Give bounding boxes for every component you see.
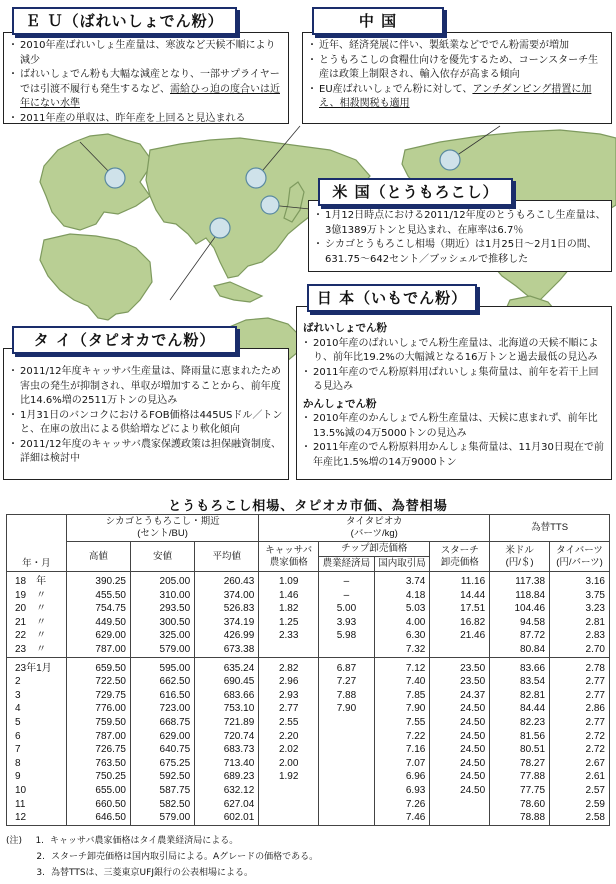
table-cell: 7.88 [319,689,375,703]
table-cell: 2.59 [550,798,610,812]
table-cell: 713.40 [195,757,259,771]
table-cell: 632.12 [195,784,259,798]
table-cell: 78.88 [490,811,550,825]
col-header-tts: 為替TTS [490,515,610,542]
table-cell [319,784,375,798]
table-cell: 602.01 [195,811,259,825]
table-cell: 753.10 [195,702,259,716]
table-cell: 587.75 [131,784,195,798]
row-label: 6 [7,730,67,744]
table-cell [259,784,319,798]
us-marker [440,150,460,170]
table-cell: 2.81 [550,616,610,630]
table-cell: 78.27 [490,757,550,771]
table-cell: 94.58 [490,616,550,630]
table-cell: 2.77 [259,702,319,716]
col-header-usd: 米ドル (円/＄) [490,542,550,572]
row-label: 8 [7,757,67,771]
us-panel [308,200,612,272]
table-cell: 14.44 [430,589,490,603]
table-cell: 754.75 [66,602,130,616]
table-cell [259,643,319,657]
col-header-low: 安値 [131,542,195,572]
table-row [7,589,610,603]
europe-landmass [40,134,150,230]
table-cell: 659.50 [66,657,130,675]
table-cell: 660.50 [66,798,130,812]
table-cell: 390.25 [66,572,130,589]
japan-section-heading: かんしょでん粉 [303,397,377,410]
thai-panel [3,348,289,480]
table-cell: 787.00 [66,730,130,744]
japan-section-heading: ばれいしょでん粉 [303,322,387,334]
table-cell: 759.50 [66,716,130,730]
table-row [7,643,610,657]
table-cell [319,716,375,730]
china-item: ・ とうもろこしの食糧仕向けを優先するため、コーンスターチ生産は政策上制限され、輸入依存が高まる傾向 [309,54,607,83]
table-cell: 4.18 [374,589,430,603]
table-cell: 23.50 [430,657,490,675]
footnote: 3. 為替TTSは、三菱東京UFJ銀行の公表相場による。 [36,868,253,878]
japan-title: 日 本（いもでん粉） [307,284,477,312]
table-cell: 629.00 [66,629,130,643]
table-cell: 11.16 [430,572,490,589]
table-cell: 5.00 [319,602,375,616]
table-cell [319,770,375,784]
table-cell: 2.58 [550,811,610,825]
table-row [7,770,610,784]
table-cell [319,757,375,771]
table-cell: 2.33 [259,629,319,643]
table-cell: 7.12 [374,657,430,675]
col-header-starch: スターチ 卸売価格 [430,542,490,572]
table-row [7,811,610,825]
monthly-rows [7,657,610,825]
table-cell: 293.50 [131,602,195,616]
table-cell: 6.87 [319,657,375,675]
japan-item: ・ 2010年産のばれいしょでん粉生産量は、北海道の天候不順により、前年比19.2%の大幅減となる16万トンと過去最低の見込み [303,337,607,366]
row-label: 2 [7,675,67,689]
table-cell: 627.04 [195,798,259,812]
table-cell: 655.00 [66,784,130,798]
table-cell: 726.75 [66,743,130,757]
table-cell: 635.24 [195,657,259,675]
table-cell: 582.50 [131,798,195,812]
table-cell: 7.90 [319,702,375,716]
china-title: 中 国 [312,7,444,35]
table-cell: 646.50 [66,811,130,825]
eu-marker [105,168,125,188]
table-cell: 2.72 [550,743,610,757]
thai-item: ・ 2011/12年度のキャッサバ農家保護政策は担保融資制度、詳細は検討中 [10,438,284,467]
table-cell: 7.07 [374,757,430,771]
table-cell: 2.67 [550,757,610,771]
us-item: ・ シカゴとうもろこし相場（期近）は1月25日～2月1日の間、631.75～642セント／ブッシェルで推移した [315,238,607,267]
table-cell: 77.88 [490,770,550,784]
table-cell: 7.85 [374,689,430,703]
table-cell: 17.51 [430,602,490,616]
table-cell: 723.00 [131,702,195,716]
table-cell: 16.82 [430,616,490,630]
table-cell: 776.00 [66,702,130,716]
table-cell: 7.16 [374,743,430,757]
table-cell: 7.26 [374,798,430,812]
table-cell: – [319,572,375,589]
table-cell: 2.55 [259,716,319,730]
table-cell: 455.50 [66,589,130,603]
table-cell [319,811,375,825]
table-cell: 3.74 [374,572,430,589]
table-cell: 629.00 [131,730,195,744]
table-cell: 7.40 [374,675,430,689]
table-cell: 87.72 [490,629,550,643]
china-marker [246,168,266,188]
eu-item: ・ 2011年産の単収は、昨年産を上回ると見込まれる [10,112,284,127]
table-cell: 374.19 [195,616,259,630]
eu-item: ・ ばれいしょでん粉も大幅な減産となり、一部サプライヤーでは引渡不履行も発生するなど、需給ひっ迫の度合いは近年にない水準 [10,68,284,112]
table-cell: 77.75 [490,784,550,798]
africa-landmass [40,234,152,320]
footnote: (注) 1. キャッサバ農家価格はタイ農業経済局による。 [6,836,239,846]
table-cell: 683.73 [195,743,259,757]
table-cell: 2.83 [550,629,610,643]
table-cell: 260.43 [195,572,259,589]
table-cell: 3.16 [550,572,610,589]
table-cell: 5.03 [374,602,430,616]
table-row [7,602,610,616]
table-cell: 2.57 [550,784,610,798]
table-cell: 3.23 [550,602,610,616]
eu-title: Ｅ Ｕ（ばれいしょでん粉） [12,7,237,35]
row-label: 20 〃 [7,602,67,616]
table-row [7,730,610,744]
table-cell: 117.38 [490,572,550,589]
table-cell: 579.00 [131,811,195,825]
table-cell: 616.50 [131,689,195,703]
china-panel [302,32,612,124]
table-cell: 662.50 [131,675,195,689]
table-row [7,675,610,689]
row-label: 11 [7,798,67,812]
col-header-chip-trade: 国内取引局 [374,557,430,572]
table-cell: 1.25 [259,616,319,630]
table-cell: 310.00 [131,589,195,603]
table-cell: – [319,589,375,603]
row-label: 23 〃 [7,643,67,657]
table-cell: 2.77 [550,675,610,689]
china-item: ・ 近年、経済発展に伴い、製紙業などででん粉需要が増加 [309,39,607,54]
japan-item: ・ 2011年産のでん粉原料用かんしょ集荷量は、11月30日現在で前年産比1.5%増の14万9000トン [303,441,607,470]
table-cell: 23.50 [430,675,490,689]
table-cell: 374.00 [195,589,259,603]
table-cell: 2.82 [259,657,319,675]
table-cell: 24.50 [430,730,490,744]
table-row [7,629,610,643]
table-cell: 763.50 [66,757,130,771]
table-cell: 83.66 [490,657,550,675]
table-cell: 82.23 [490,716,550,730]
table-cell: 4.00 [374,616,430,630]
table-cell: 7.32 [374,643,430,657]
table-cell: 526.83 [195,602,259,616]
table-cell: 722.50 [66,675,130,689]
table-cell [319,743,375,757]
table-cell: 24.50 [430,716,490,730]
table-cell: 595.00 [131,657,195,675]
table-cell: 21.46 [430,629,490,643]
table-cell: 2.93 [259,689,319,703]
table-cell: 7.90 [374,702,430,716]
table-cell: 24.50 [430,770,490,784]
table-cell: 300.50 [131,616,195,630]
table-cell: 24.50 [430,757,490,771]
table-cell: 24.50 [430,702,490,716]
table-row [7,798,610,812]
table-cell: 2.02 [259,743,319,757]
thai-item: ・ 2011/12年度キャッサバ生産量は、降雨量に恵まれたため害虫の発生が抑制され、単収が増加することから、前年度比14.6%増の2511万トンの見込み [10,365,284,409]
col-header-avg: 平均値 [195,542,259,572]
col-header-chip-agri: 農業経済局 [319,557,375,572]
table-cell: 592.50 [131,770,195,784]
table-cell: 2.86 [550,702,610,716]
row-label: 7 [7,743,67,757]
thai-marker [210,218,230,238]
table-cell: 24.50 [430,743,490,757]
table-row [7,784,610,798]
table-cell: 729.75 [66,689,130,703]
table-cell: 668.75 [131,716,195,730]
row-label: 12 [7,811,67,825]
table-cell [319,730,375,744]
japan-panel [296,306,612,480]
table-cell: 78.60 [490,798,550,812]
table-cell: 2.77 [550,689,610,703]
table-cell: 2.20 [259,730,319,744]
col-header-cassava: キャッサバ 農家価格 [259,542,319,572]
table-cell: 683.66 [195,689,259,703]
japan-item: ・ 2011年産のでん粉原料用ばれいしょ集荷量は、前年を若干上回る見込み [303,366,607,395]
table-cell: 6.93 [374,784,430,798]
table-cell [259,798,319,812]
table-cell: 82.81 [490,689,550,703]
row-label: 22 〃 [7,629,67,643]
table-cell: 104.46 [490,602,550,616]
eu-item: ・ 2010年産ばれいしょ生産量は、寒波など天候不順により減少 [10,39,284,68]
table-cell: 449.50 [66,616,130,630]
japan-marker [261,196,279,214]
table-cell: 6.30 [374,629,430,643]
col-header-period: 年・月 [7,515,67,572]
table-cell: 673.38 [195,643,259,657]
annual-rows [7,572,610,658]
japan-item: ・ 2010年産のかんしょでん粉生産量は、天候に恵まれず、前年比13.5%減の4万5000トンの見込み [303,412,607,441]
table-cell [430,798,490,812]
col-header-tapioca: タイタピオカ (バーツ/kg) [259,515,490,542]
indonesia-landmass [214,282,262,302]
table-cell: 721.89 [195,716,259,730]
table-cell [319,798,375,812]
china-item: ・ EU産ばれいしょでん粉に対して、アンチダンピング措置に加え、相殺関税も適用 [309,83,607,112]
table-cell: 84.44 [490,702,550,716]
table-cell: 2.72 [550,730,610,744]
table-cell: 750.25 [66,770,130,784]
row-label: 21 〃 [7,616,67,630]
table-cell: 5.98 [319,629,375,643]
price-table [6,514,610,826]
table-cell: 720.74 [195,730,259,744]
table-cell: 7.46 [374,811,430,825]
table-cell: 426.99 [195,629,259,643]
table-cell: 118.84 [490,589,550,603]
table-cell: 2.78 [550,657,610,675]
footnotes [6,833,318,881]
table-cell: 1.92 [259,770,319,784]
table-row [7,757,610,771]
table-cell: 83.54 [490,675,550,689]
table-cell: 579.00 [131,643,195,657]
table-cell: 24.37 [430,689,490,703]
table-title: とうもろこし相場、タピオカ市価、為替相場 [168,499,448,514]
table-cell: 325.00 [131,629,195,643]
table-cell: 1.09 [259,572,319,589]
col-header-chicago: シカゴとうもろこし・期近 (セント/BU) [66,515,258,542]
table-cell [259,811,319,825]
table-cell: 80.51 [490,743,550,757]
footnote: 2. スターチ卸売価格は国内取引局による。Aグレードの価格である。 [36,852,319,862]
row-label: 4 [7,702,67,716]
table-cell: 205.00 [131,572,195,589]
table-cell: 787.00 [66,643,130,657]
table-row [7,743,610,757]
table-row [7,657,610,675]
table-cell: 6.96 [374,770,430,784]
table-cell: 3.75 [550,589,610,603]
table-cell: 2.00 [259,757,319,771]
table-cell: 690.45 [195,675,259,689]
table-row [7,716,610,730]
table-cell: 2.77 [550,716,610,730]
col-header-high: 高値 [66,542,130,572]
table-cell: 1.82 [259,602,319,616]
table-cell [430,643,490,657]
row-label: 5 [7,716,67,730]
table-row [7,702,610,716]
row-label: 18 年 [7,572,67,589]
table-row [7,572,610,589]
table-cell [319,643,375,657]
table-cell: 2.61 [550,770,610,784]
table-row [7,616,610,630]
table-cell: 24.50 [430,784,490,798]
table-cell: 1.46 [259,589,319,603]
table-cell: 3.93 [319,616,375,630]
col-header-baht: タイバーツ (円/バーツ) [550,542,610,572]
thai-title: タ イ（タピオカでん粉） [12,326,237,354]
table-cell: 640.75 [131,743,195,757]
eu-panel [3,32,289,124]
row-label: 10 [7,784,67,798]
row-label: 23年1月 [7,657,67,675]
col-header-chip: チップ卸売価格 [319,542,430,557]
table-cell [430,811,490,825]
row-label: 19 〃 [7,589,67,603]
table-cell: 80.84 [490,643,550,657]
thai-item: ・ 1月31日のバンコクにおけるFOB価格は445USドル／トンと、在庫の放出による供給増などにより軟化傾向 [10,409,284,438]
row-label: 9 [7,770,67,784]
us-title: 米 国（とうもろこし） [318,178,513,206]
table-cell: 2.96 [259,675,319,689]
table-cell: 2.70 [550,643,610,657]
table-cell: 7.55 [374,716,430,730]
table-cell: 7.22 [374,730,430,744]
us-item: ・ 1月12日時点における2011/12年度のとうもろこし生産量は、3億1389万トンと見込まれ、在庫率は6.7％ [315,209,607,238]
table-row [7,689,610,703]
table-cell: 7.27 [319,675,375,689]
row-label: 3 [7,689,67,703]
table-cell: 81.56 [490,730,550,744]
table-cell: 689.23 [195,770,259,784]
table-cell: 675.25 [131,757,195,771]
